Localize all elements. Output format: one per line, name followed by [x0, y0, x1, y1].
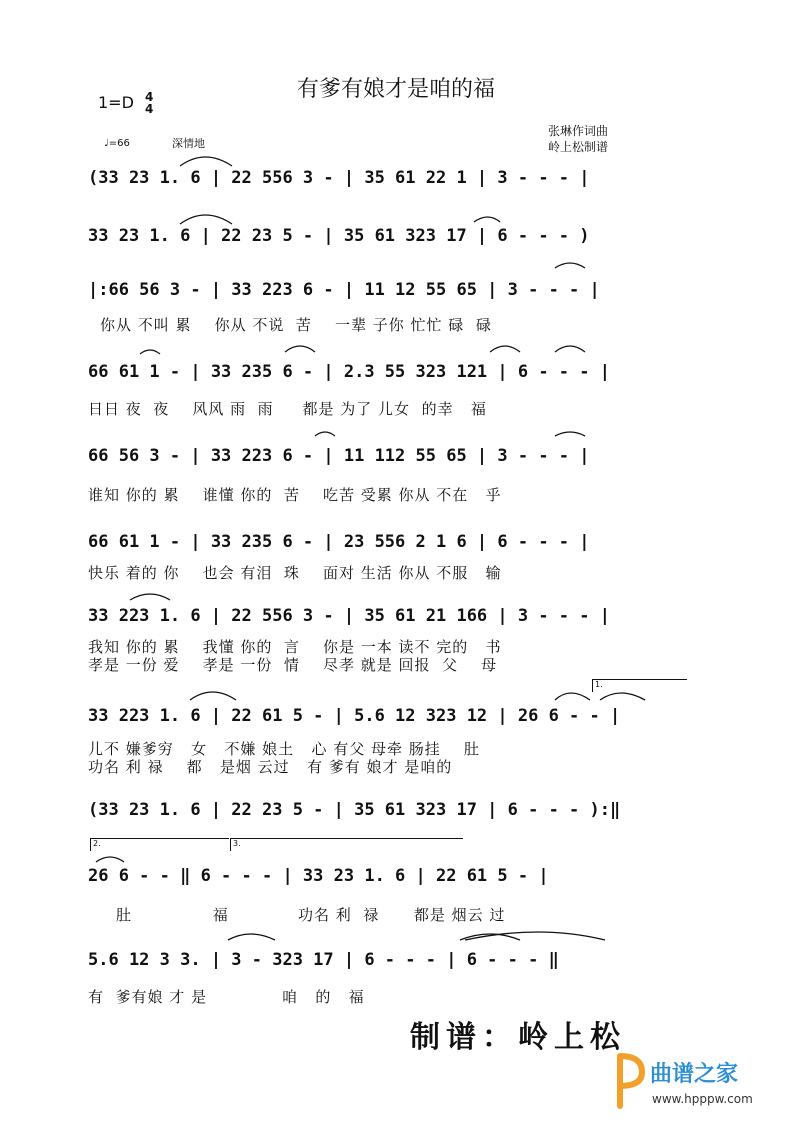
lyrics-row-8a: 儿不 嫌爹穷 女 不嫌 娘土 心 有父 母牵 肠挂 肚 — [88, 740, 480, 758]
score-row-11: 5.6 12 3 3. | 3 - 323 17 | 6 - - - | 6 - - - ‖ — [88, 950, 559, 970]
time-numerator: 4 — [145, 90, 154, 104]
lyrics-row-5: 谁知 你的 累 谁懂 你的 苦 吃苦 受累 你从 不在 乎 — [88, 486, 502, 504]
tempo-mark: ♩=66 — [104, 138, 130, 149]
lyrics-row-10: 肚 福 功名 利 禄 都是 烟云 过 — [116, 906, 506, 924]
score-row-3: |:66 56 3 - | 33 223 6 - | 11 12 55 65 | 3 - - - | — [88, 280, 600, 300]
volta-3: 3. — [230, 838, 463, 851]
time-denominator: 4 — [145, 102, 154, 116]
key-signature: 1=D — [98, 93, 134, 112]
lyrics-row-11: 有 爹有娘 才 是 咱 的 福 — [88, 988, 365, 1006]
score-row-5: 66 56 3 - | 33 223 6 - | 11 112 55 65 | 3 - - - | — [88, 446, 590, 466]
site-logo-text: 曲谱之家 — [650, 1062, 739, 1087]
volta-1: 1. — [592, 679, 687, 692]
score-row-2: 33 23 1. 6 | 22 23 5 - | 35 61 323 17 | 6 - - - ) — [88, 226, 590, 246]
score-row-7: 33 223 1. 6 | 22 556 3 - | 35 61 21 166 | 3 - - - | — [88, 606, 610, 626]
arranger-credit: 岭上松制谱 — [548, 140, 609, 154]
score-row-6: 66 61 1 - | 33 235 6 - | 23 556 2 1 6 | 6 - - - | — [88, 532, 590, 552]
lyricist-credit: 张琳作词曲 — [548, 124, 609, 138]
lyrics-row-6: 快乐 着的 你 也会 有泪 珠 面对 生活 你从 不服 输 — [88, 564, 502, 582]
score-row-8: 33 223 1. 6 | 22 61 5 - | 5.6 12 323 12 | 26 6 - - | — [88, 706, 621, 726]
site-url: www.hpppw.com — [652, 1092, 753, 1106]
lyrics-row-3: 你从 不叫 累 你从 不说 苦 一辈 子你 忙忙 碌 碌 — [100, 316, 492, 334]
expression-mark: 深情地 — [172, 137, 205, 150]
lyrics-row-7a: 我知 你的 累 我懂 你的 言 你是 一本 读不 完的 书 — [88, 638, 502, 656]
volta-2: 2. — [90, 838, 229, 851]
score-row-10: 26 6 - - ‖ 6 - - - | 33 23 1. 6 | 22 61 5 - | — [88, 866, 549, 886]
page-title: 有爹有娘才是咱的福 — [296, 77, 495, 102]
score-row-1: (33 23 1. 6 | 22 556 3 - | 35 61 22 1 | 3 - - - | — [88, 168, 590, 188]
arranger-signature: 制谱：岭上松 — [410, 1020, 626, 1055]
score-row-4: 66 61 1 - | 33 235 6 - | 2.3 55 323 121 | 6 - - - | — [88, 362, 610, 382]
score-row-9: (33 23 1. 6 | 22 23 5 - | 35 61 323 17 | 6 - - - ):‖ — [88, 800, 621, 820]
lyrics-row-8b: 功名 利 禄 都 是烟 云过 有 爹有 娘才 是咱的 — [88, 758, 453, 776]
logo-icon — [612, 1050, 652, 1112]
lyrics-row-4: 日日 夜 夜 风风 雨 雨 都是 为了 儿女 的幸 福 — [88, 400, 487, 418]
lyrics-row-7b: 孝是 一份 爱 孝是 一份 情 尽孝 就是 回报 父 母 — [88, 656, 498, 674]
